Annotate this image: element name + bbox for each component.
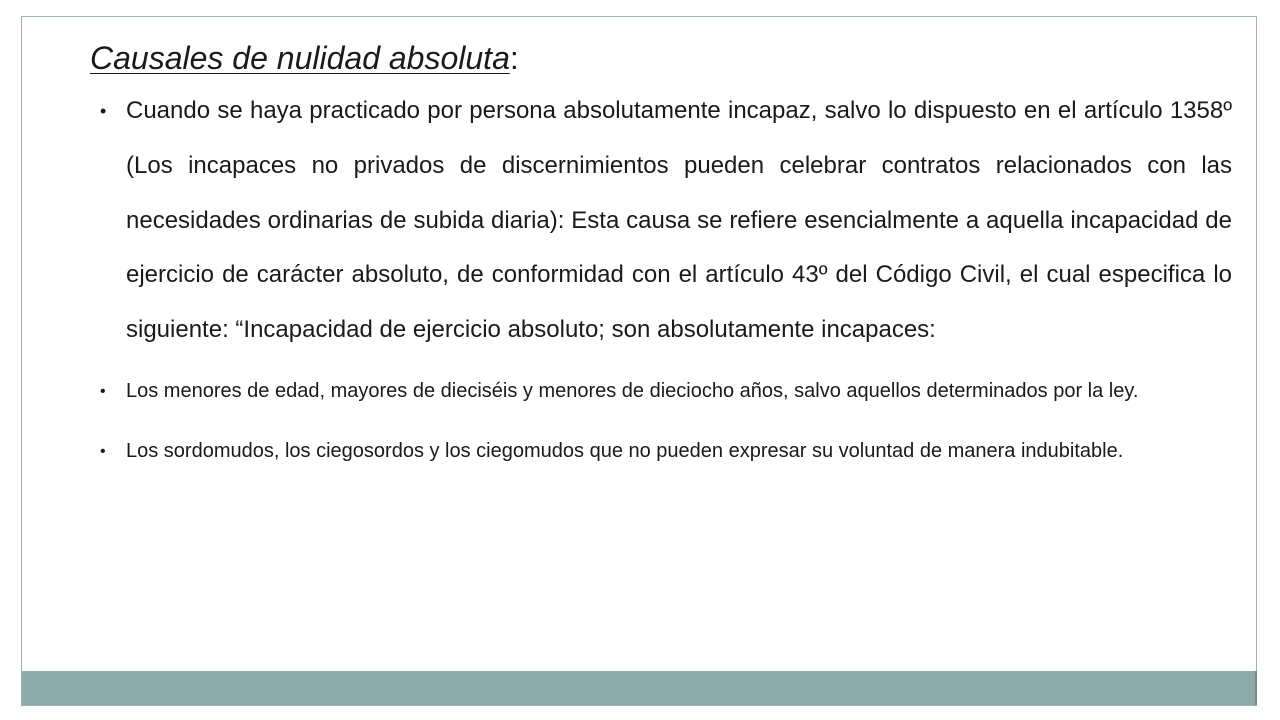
footer-bar bbox=[22, 671, 1256, 705]
list-item-text: Los sordomudos, los ciegosordos y los ciegomudos que no pueden expresar su voluntad de manera indubitable. bbox=[126, 439, 1124, 462]
bullet-icon: • bbox=[100, 382, 106, 400]
list-item bbox=[100, 84, 1232, 358]
list-item bbox=[100, 424, 1232, 479]
bullet-icon: • bbox=[100, 101, 107, 121]
slide-title bbox=[90, 36, 519, 80]
footer-bar-edge bbox=[1255, 671, 1257, 705]
list-item-text: Cuando se haya practicado por persona absolutamente incapaz, salvo lo dispuesto en el artículo 1358º (Los incapaces no privados de discernimientos pueden celebrar contratos relacionados con las necesidades ordinarias de subida diaria): Esta causa se refiere esencialmente a aquella incapacidad de ejercicio de carácter absoluto, de conformidad con el artículo 43º del Código Civil, el cual especifica lo siguiente: “Incapacidad de ejercicio absoluto; son absolutamente incapaces: bbox=[126, 97, 1232, 344]
slide-title-colon: : bbox=[509, 40, 519, 76]
list-item-text: Los menores de edad, mayores de dieciséis y menores de dieciocho años, salvo aquellos determinados por la ley. bbox=[126, 379, 1139, 402]
bullet-list bbox=[100, 84, 1232, 484]
slide-title-text: Causales de nulidad absoluta bbox=[90, 40, 510, 76]
list-item bbox=[100, 364, 1232, 419]
bullet-icon: • bbox=[100, 442, 106, 460]
